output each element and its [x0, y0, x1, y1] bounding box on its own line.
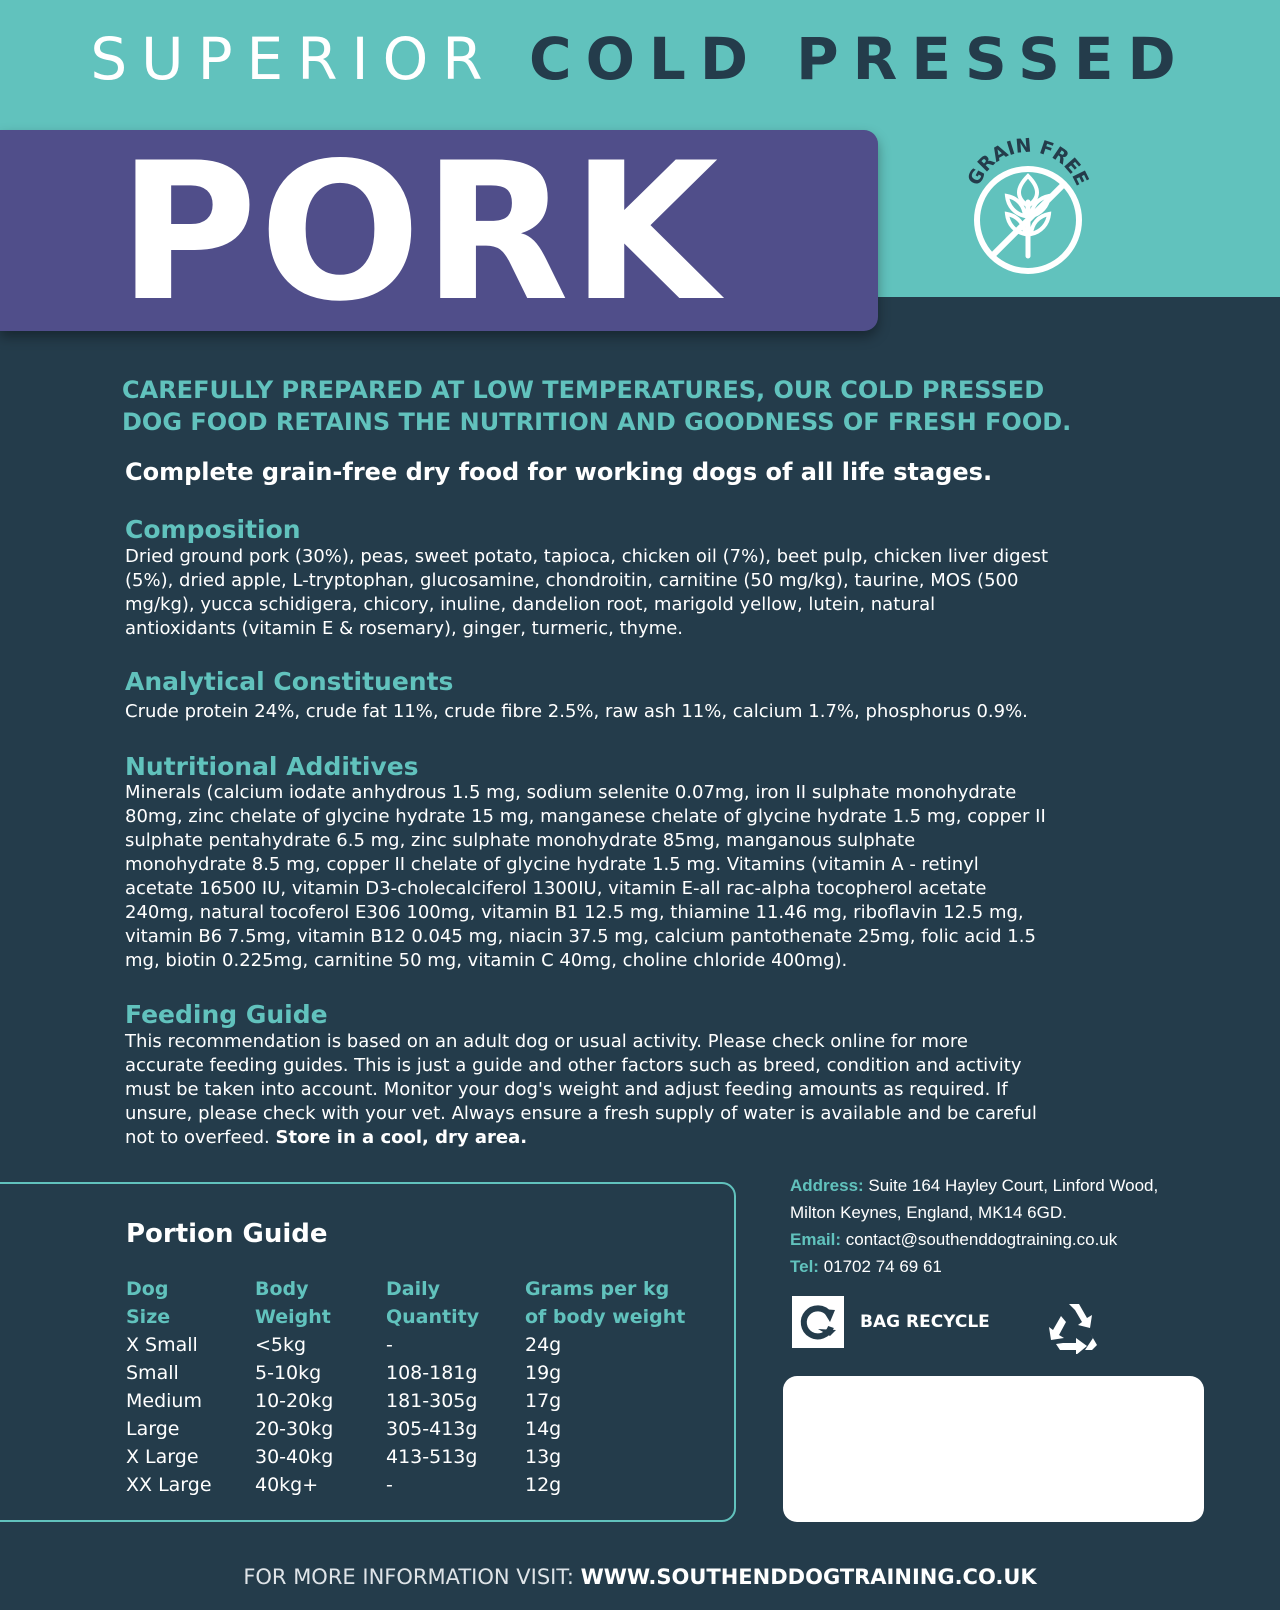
text-line: mg/kg), yucca schidigera, chicory, inuline, dandelion root, marigold yellow, lutein, natural — [125, 594, 936, 615]
analytical-title: Analytical Constituents — [125, 667, 454, 696]
column-header: Dog Size — [126, 1278, 171, 1328]
headline-light: SUPERIOR — [90, 25, 497, 93]
column-header: Daily Quantity — [386, 1278, 480, 1328]
address-line — [790, 1172, 1210, 1199]
feeding-last-line: not to overfeed. — [125, 1127, 270, 1148]
svg-text:GRAIN FREE — [963, 135, 1092, 189]
composition-text — [125, 545, 1175, 641]
feeding-title: Feeding Guide — [125, 1000, 328, 1029]
table-header-row — [126, 1275, 705, 1331]
table-cell: Small — [126, 1362, 179, 1384]
text-line — [125, 1126, 1175, 1150]
table-cell: <5kg — [255, 1334, 307, 1356]
column-header: Body Weight — [255, 1278, 331, 1328]
table-cell: 305-413g — [386, 1418, 478, 1440]
table-row — [126, 1443, 705, 1471]
table-cell: 413-513g — [386, 1446, 478, 1468]
analytical-text — [125, 700, 1175, 724]
email-label: Email: — [790, 1230, 842, 1249]
composition-title: Composition — [125, 515, 301, 544]
intro-line: DOG FOOD RETAINS THE NUTRITION AND GOODNESS OF FRESH FOOD. — [122, 408, 1072, 436]
text-line: unsure, please check with your vet. Always ensure a fresh supply of water is available and be careful — [125, 1103, 1037, 1124]
grain-free-label: GRAIN FREE — [963, 134, 1093, 189]
contact-details — [790, 1172, 1210, 1280]
table-cell: 17g — [525, 1390, 562, 1412]
text-line: mg, biotin 0.225mg, carnitine 50 mg, vitamin C 40mg, choline chloride 400mg). — [125, 950, 848, 971]
table-cell: 24g — [525, 1334, 562, 1356]
table-cell: X Small — [126, 1334, 198, 1356]
email-line — [790, 1226, 1210, 1253]
table-cell: 14g — [525, 1418, 562, 1440]
portion-table — [126, 1275, 705, 1499]
nutritional-text — [125, 781, 1175, 973]
table-row — [126, 1359, 705, 1387]
table-cell: 20-30kg — [255, 1418, 334, 1440]
grain-free-icon — [958, 132, 1098, 282]
text-line: Minerals (calcium iodate anhydrous 1.5 mg, sodium selenite 0.07mg, iron II sulphate monohydrate — [125, 782, 1017, 803]
table-cell: 30-40kg — [255, 1446, 334, 1468]
intro-line: CAREFULLY PREPARED AT LOW TEMPERATURES, OUR COLD PRESSED — [122, 376, 1045, 404]
text-line: Dried ground pork (30%), peas, sweet potato, tapioca, chicken oil (7%), beet pulp, chicken liver digest — [125, 546, 1049, 567]
table-cell: 108-181g — [386, 1362, 478, 1384]
table-cell: X Large — [126, 1446, 199, 1468]
storage-note: Store in a cool, dry area. — [275, 1127, 528, 1148]
label-blank-area — [783, 1376, 1204, 1522]
product-description: Complete grain-free dry food for working dogs of all life stages. — [125, 458, 993, 486]
table-cell: 12g — [525, 1474, 562, 1496]
footer-prefix: FOR MORE INFORMATION VISIT: — [243, 1565, 581, 1589]
table-row — [126, 1415, 705, 1443]
text-line: 80mg, zinc chelate of glycine hydrate 15 mg, manganese chelate of glycine hydrate 1.5 mg, copper II — [125, 806, 1046, 827]
text-line: This recommendation is based on an adult dog or usual activity. Please check online for more — [125, 1031, 968, 1052]
product-headline — [0, 24, 1280, 94]
text-line: accurate feeding guides. This is just a guide and other factors such as breed, condition and activity — [125, 1055, 1022, 1076]
table-row — [126, 1387, 705, 1415]
recycle-box-icon — [792, 1296, 844, 1348]
table-cell: Medium — [126, 1390, 202, 1412]
nutritional-title: Nutritional Additives — [125, 752, 419, 781]
table-cell: - — [386, 1474, 393, 1496]
product-name: PORK — [118, 122, 721, 343]
table-cell: 13g — [525, 1446, 562, 1468]
text-line: acetate 16500 IU, vitamin D3-cholecalciferol 1300IU, vitamin E-all rac-alpha tocopherol acetate — [125, 878, 987, 899]
table-cell: 181-305g — [386, 1390, 478, 1412]
feeding-text — [125, 1030, 1175, 1150]
table-row — [126, 1471, 705, 1499]
email-address: contact@southenddogtraining.co.uk — [841, 1230, 1118, 1249]
text-line: monohydrate 8.5 mg, copper II chelate of glycine hydrate 1.5 mg. Vitamins (vitamin A - retinyl — [125, 854, 979, 875]
address-line: Milton Keynes, England, MK14 6GD. — [790, 1203, 1067, 1222]
table-cell: XX Large — [126, 1474, 212, 1496]
headline-bold: COLD PRESSED — [529, 25, 1190, 93]
address-label: Address: — [790, 1176, 864, 1195]
text-line: antioxidants (vitamin E & rosemary), ginger, turmeric, thyme. — [125, 618, 683, 639]
table-cell: - — [386, 1334, 393, 1356]
bag-recycle-label: BAG RECYCLE — [860, 1312, 990, 1332]
footer-info — [0, 1562, 1280, 1592]
table-cell: 5-10kg — [255, 1362, 322, 1384]
table-cell: 10-20kg — [255, 1390, 334, 1412]
address-value: Suite 164 Hayley Court, Linford Wood, — [863, 1176, 1159, 1195]
text-line: Crude protein 24%, crude fat 11%, crude fibre 2.5%, raw ash 11%, calcium 1.7%, phosphorus 0.9%. — [125, 701, 1028, 722]
intro-statement — [122, 374, 1202, 438]
text-line: 240mg, natural tocoferol E306 100mg, vitamin B1 12.5 mg, thiamine 11.46 mg, riboflavin 12.5 mg, — [125, 902, 1024, 923]
website-url: WWW.SOUTHENDDOGTRAINING.CO.UK — [580, 1565, 1037, 1589]
text-line: vitamin B6 7.5mg, vitamin B12 0.045 mg, niacin 37.5 mg, calcium pantothenate 25mg, folic acid 1.5 — [125, 926, 1036, 947]
portion-guide-title: Portion Guide — [126, 1219, 328, 1249]
table-cell: 40kg+ — [255, 1474, 319, 1496]
table-row — [126, 1331, 705, 1359]
table-cell: Large — [126, 1418, 180, 1440]
text-line: must be taken into account. Monitor your dog's weight and adjust feeding amounts as required. If — [125, 1079, 1008, 1100]
text-line: (5%), dried apple, L-tryptophan, glucosamine, chondroitin, carnitine (50 mg/kg), taurine, MOS (500 — [125, 570, 1019, 591]
recycling-symbol-icon — [1045, 1300, 1103, 1354]
tel-line — [790, 1253, 1210, 1280]
column-header: Grams per kg of body weight — [525, 1278, 686, 1328]
tel-number: 01702 74 69 61 — [818, 1257, 942, 1276]
tel-label: Tel: — [790, 1257, 819, 1276]
table-cell: 19g — [525, 1362, 562, 1384]
text-line: sulphate pentahydrate 6.5 mg, zinc sulphate monohydrate 85mg, manganous sulphate — [125, 830, 916, 851]
